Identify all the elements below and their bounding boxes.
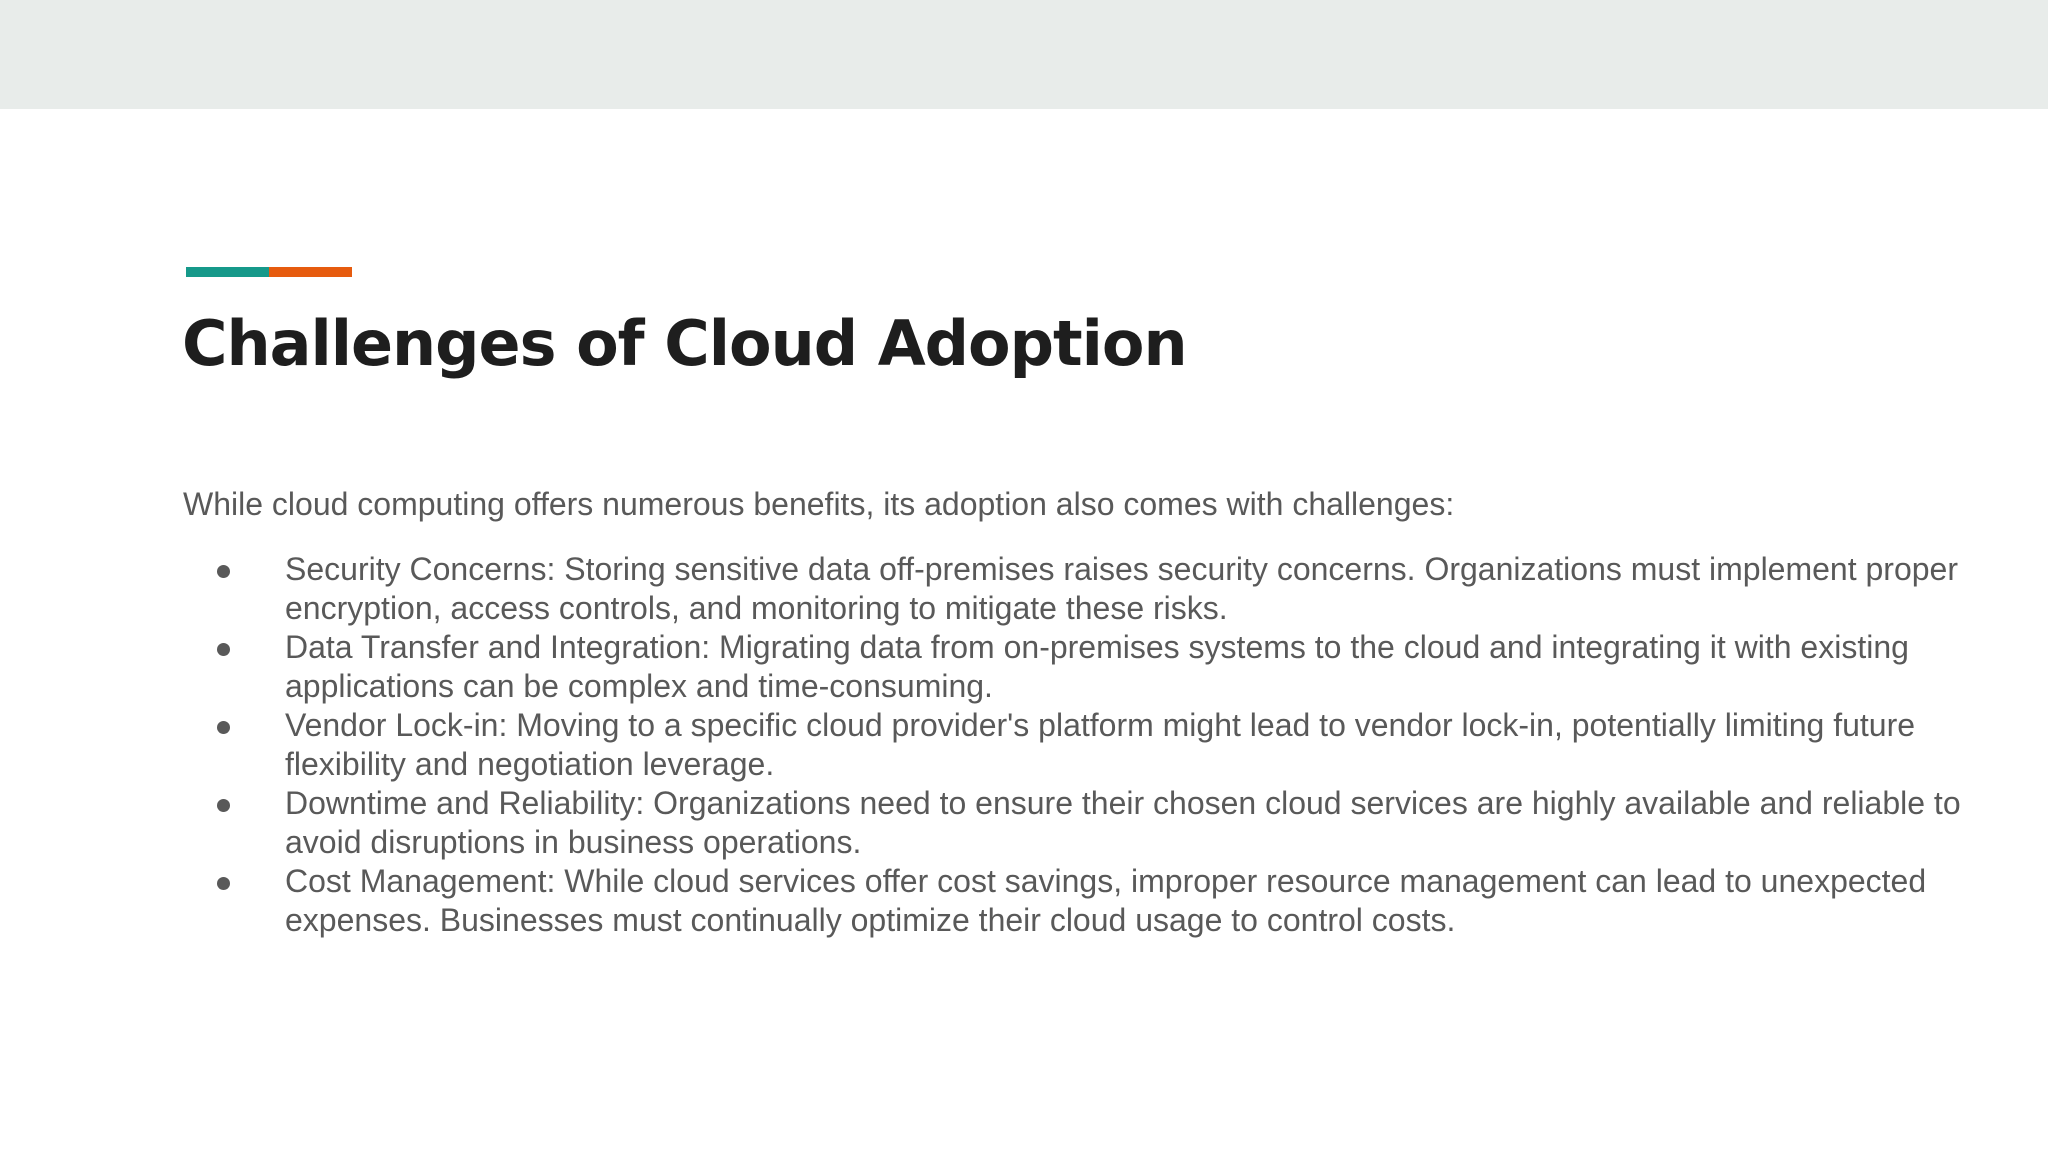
bullet-item xyxy=(183,706,2025,784)
bullet-dot-icon xyxy=(217,643,230,656)
accent-bar xyxy=(186,267,352,277)
intro-text: While cloud computing offers numerous benefits, its adoption also comes with challenges: xyxy=(183,486,1455,522)
bullet-item xyxy=(183,784,2025,862)
slide-body xyxy=(183,480,1961,940)
bullet-item xyxy=(183,862,2025,940)
bullet-item xyxy=(183,628,2025,706)
accent-bar-teal xyxy=(186,267,269,277)
bullet-list xyxy=(183,550,1961,940)
bullet-text: Security Concerns: Storing sensitive data off-premises raises security concerns. Organizations must implement proper encryption, access controls, and monitoring to mitigate these risks. xyxy=(285,551,1958,626)
slide-title: Challenges of Cloud Adoption xyxy=(182,307,1187,380)
bullet-text: Vendor Lock-in: Moving to a specific cloud provider's platform might lead to vendor lock-in, potentially limiting future flexibility and negotiation leverage. xyxy=(285,707,1916,782)
bullet-text: Downtime and Reliability: Organizations need to ensure their chosen cloud services are highly available and reliable to avoid disruptions in business operations. xyxy=(285,785,1961,860)
top-band xyxy=(0,0,2048,109)
bullet-dot-icon xyxy=(217,565,230,578)
bullet-item xyxy=(183,550,2025,628)
bullet-text: Cost Management: While cloud services offer cost savings, improper resource management can lead to unexpected expenses. Businesses must continually optimize their cloud usage to control costs. xyxy=(285,863,1927,938)
accent-bar-orange xyxy=(269,267,352,277)
bullet-dot-icon xyxy=(217,877,230,890)
bullet-dot-icon xyxy=(217,799,230,812)
bullet-dot-icon xyxy=(217,721,230,734)
bullet-text: Data Transfer and Integration: Migrating data from on-premises systems to the cloud and integrating it with existing applications can be complex and time-consuming. xyxy=(285,629,1909,704)
